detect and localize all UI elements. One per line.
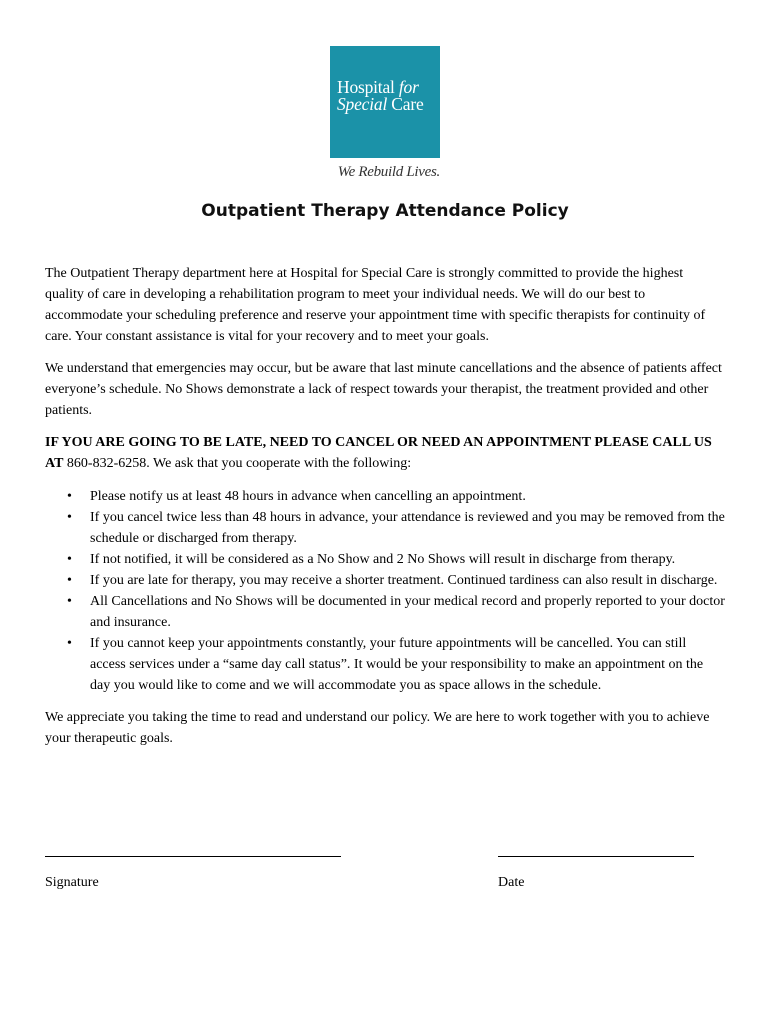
rule-text: If you cannot keep your appointments constantly, your future appointments will be cancelled. You can still access services under a “same day call status”. It would be your responsibility to make an appointment on the day you would like to come and we will accommodate you as space allows in the schedule.: [90, 636, 704, 693]
contact-callout-rest: We ask that you cooperate with the following:: [149, 456, 412, 471]
list-item: [45, 486, 725, 507]
closing-paragraph: We appreciate you taking the time to read and understand our policy. We are here to work together with you to achieve your therapeutic goals.: [45, 710, 710, 746]
list-item: [45, 633, 725, 696]
logo-tagline: We Rebuild Lives.: [337, 164, 440, 180]
rule-text: All Cancellations and No Shows will be documented in your medical record and properly reported to your doctor and insurance.: [90, 594, 725, 630]
bullet-icon: •: [67, 636, 72, 651]
signature-line[interactable]: [45, 856, 341, 857]
list-item: [45, 507, 725, 549]
rule-text: Please notify us at least 48 hours in advance when cancelling an appointment.: [90, 489, 526, 504]
contact-phone: 860-832-6258.: [63, 456, 150, 471]
rule-text: If you are late for therapy, you may receive a shorter treatment. Continued tardiness can also result in discharge.: [90, 573, 718, 588]
logo-word-hospital: Hospital: [337, 77, 395, 97]
logo-word-for: for: [398, 77, 419, 97]
contact-callout-bold: IF YOU ARE GOING TO BE LATE, NEED TO CANCEL OR NEED AN APPOINTMENT PLEASE CALL US AT: [45, 435, 712, 471]
intro-paragraph: The Outpatient Therapy department here at Hospital for Special Care is strongly committed to provide the highest quality of care in developing a rehabilitation program to meet your individual needs. We will do our best to accommodate your scheduling preference and reserve your appointment time with specific therapists for continuity of care. Your constant assistance is vital for your recovery and to meet your goals.: [45, 266, 706, 344]
bullet-icon: •: [67, 552, 72, 567]
page-title: Outpatient Therapy Attendance Policy: [201, 201, 569, 221]
logo-word-care: Care: [391, 94, 424, 114]
bullet-icon: •: [67, 573, 72, 588]
date-label: Date: [498, 875, 525, 890]
list-item: [45, 570, 725, 591]
policy-rules-list: [45, 486, 725, 696]
contact-paragraph: [45, 432, 725, 474]
signature-label: Signature: [45, 875, 99, 890]
list-item: [45, 549, 725, 570]
logo: [330, 46, 440, 181]
bullet-icon: •: [67, 594, 72, 609]
rule-text: If you cancel twice less than 48 hours in advance, your attendance is reviewed and you may be removed from the schedule or discharged from therapy.: [90, 510, 725, 546]
policy-body: [45, 263, 725, 760]
logo-word-special: Special: [337, 94, 388, 114]
emergencies-paragraph: We understand that emergencies may occur, but be aware that last minute cancellations and the absence of patients affect everyone’s schedule. No Shows demonstrate a lack of respect towards your therapist, the treatment provided and other patients.: [45, 361, 722, 418]
list-item: [45, 591, 725, 633]
rule-text: If not notified, it will be considered as a No Show and 2 No Shows will result in discharge from therapy.: [90, 552, 676, 567]
logo-box: [330, 46, 440, 158]
bullet-icon: •: [67, 510, 72, 525]
bullet-icon: •: [67, 489, 72, 504]
logo-line-2: [337, 96, 440, 113]
date-line[interactable]: [498, 856, 694, 857]
